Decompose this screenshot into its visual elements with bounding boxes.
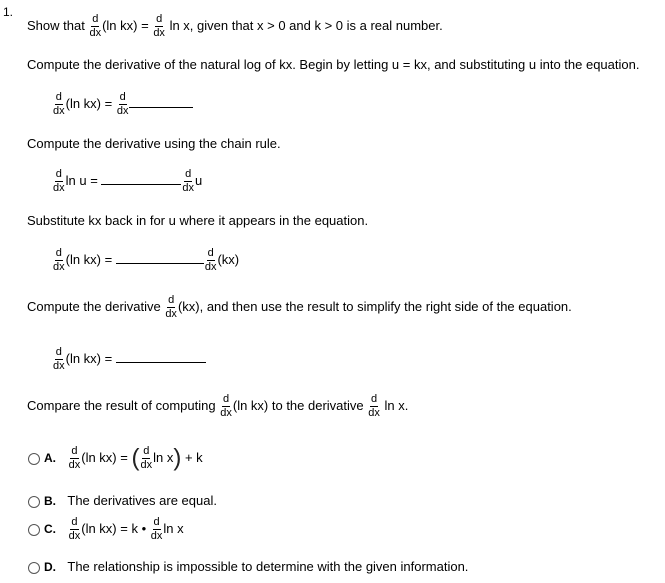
derivative-operator: $\frac{d}{dx}$: [68, 516, 81, 542]
step4-lhs: (ln kx) =: [65, 350, 113, 366]
step1-lhs: (ln kx) =: [65, 95, 113, 111]
derivative-operator: $\frac{d}{dx}$: [68, 445, 81, 471]
step1-answer-blank[interactable]: [129, 107, 193, 108]
ln-kx-text: (ln kx): [102, 17, 138, 33]
derivative-operator: $\frac{d}{dx}$: [53, 247, 65, 273]
option-a-inner: ln x: [153, 449, 174, 465]
derivative-operator: $\frac{d}{dx}$: [53, 91, 65, 117]
compare-middle: (ln kx) to the derivative: [232, 397, 364, 413]
step3-answer-blank[interactable]: [116, 263, 204, 264]
left-paren: (: [131, 444, 140, 472]
right-paren: ): [173, 444, 182, 472]
derivative-operator: $\frac{d}{dx}$: [140, 445, 153, 471]
compare-statement: [27, 394, 408, 419]
step3-rhs-var: (kx): [217, 251, 240, 267]
derivative-operator: $\frac{d}{dx}$: [204, 247, 217, 273]
step2-answer-blank[interactable]: [101, 184, 181, 185]
derivative-operator: $\frac{d}{dx}$: [182, 168, 195, 194]
step4-suffix: (kx), and then use the result to simplify the right side of the equation.: [177, 298, 572, 314]
option-c[interactable]: [28, 517, 184, 542]
option-c-lhs: (ln kx) = k •: [81, 520, 147, 536]
derivative-operator: $\frac{d}{dx}$: [116, 91, 129, 117]
option-d[interactable]: [28, 559, 468, 574]
show-that-text: Show that: [27, 17, 85, 33]
option-b-text: The derivatives are equal.: [67, 493, 217, 508]
step1-instruction: Compute the derivative of the natural log of kx. Begin by letting u = kx, and substituting u into the equation.: [27, 57, 640, 72]
equals-sign: =: [141, 17, 149, 33]
option-c-tail: ln x: [163, 520, 184, 536]
derivative-operator: $\frac{d}{dx}$: [89, 13, 102, 39]
step3-equation: [52, 248, 239, 273]
step3-instruction: Substitute kx back in for u where it appears in the equation.: [27, 213, 369, 228]
option-a-lhs: (ln kx) =: [81, 449, 128, 465]
ln-x-given-text: ln x, given that x > 0 and k > 0 is a real number.: [169, 17, 443, 33]
option-letter: B.: [44, 494, 56, 508]
derivative-operator: $\frac{d}{dx}$: [368, 393, 380, 419]
radio-button[interactable]: [28, 453, 40, 465]
step4-instruction: [27, 295, 572, 320]
derivative-operator: $\frac{d}{dx}$: [150, 516, 163, 542]
step3-lhs: (ln kx) =: [65, 251, 113, 267]
option-letter: A.: [44, 450, 56, 465]
option-d-text: The relationship is impossible to determine with the given information.: [67, 559, 469, 574]
step2-equation: [52, 169, 202, 194]
problem-statement: [27, 14, 443, 39]
radio-button[interactable]: [28, 524, 40, 536]
derivative-operator: $\frac{d}{dx}$: [165, 294, 177, 320]
option-letter: D.: [44, 560, 56, 574]
step4-answer-blank[interactable]: [116, 362, 206, 363]
step1-equation: [52, 92, 193, 117]
derivative-operator: $\frac{d}{dx}$: [220, 393, 232, 419]
option-a[interactable]: [28, 446, 203, 471]
step4-prefix: Compute the derivative: [27, 298, 161, 314]
compare-prefix: Compare the result of computing: [27, 397, 216, 413]
option-a-tail: + k: [184, 449, 203, 465]
option-letter: C.: [44, 521, 56, 536]
step2-instruction: Compute the derivative using the chain rule.: [27, 136, 281, 151]
derivative-operator: $\frac{d}{dx}$: [53, 168, 65, 194]
derivative-operator: $\frac{d}{dx}$: [53, 346, 65, 372]
derivative-operator: $\frac{d}{dx}$: [153, 13, 165, 39]
radio-button[interactable]: [28, 496, 40, 508]
radio-button[interactable]: [28, 562, 40, 574]
question-number: 1.: [3, 5, 14, 19]
step4-equation: [52, 347, 206, 372]
step2-lhs: ln u =: [65, 172, 98, 188]
step2-rhs-var: u: [195, 172, 203, 188]
compare-suffix: ln x.: [384, 397, 409, 413]
option-b[interactable]: [28, 493, 217, 508]
